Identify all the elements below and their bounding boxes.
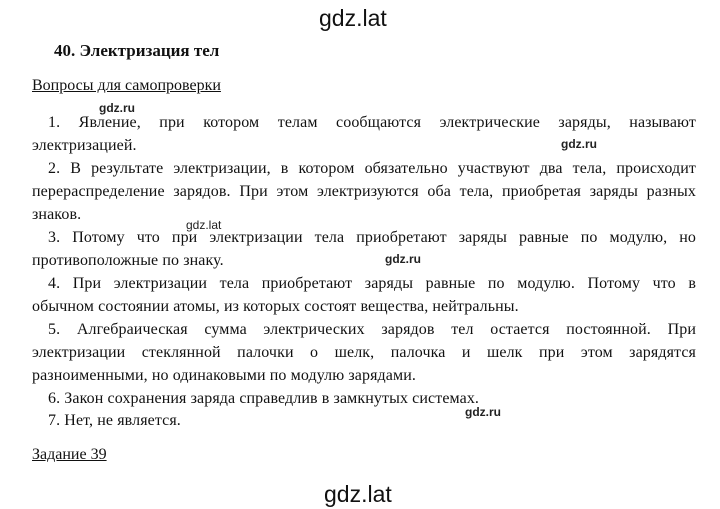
answer-7-line-1: 7. Нет, не является. bbox=[48, 412, 181, 429]
watermark-small: gdz.ru bbox=[99, 101, 135, 115]
answer-4-line-2: обычном состоянии атомы, из которых состоят вещества, нейтральны. bbox=[32, 298, 519, 315]
answer-3-line-2: противоположные по знаку. bbox=[32, 252, 224, 269]
answer-3-line-1: 3. Потому что при электризации тела приобретают заряды равные по модулю, но bbox=[48, 229, 696, 246]
watermark-top: gdz.lat bbox=[319, 5, 387, 31]
watermark-bottom: gdz.lat bbox=[324, 481, 392, 507]
answer-2-line-3: знаков. bbox=[32, 206, 82, 223]
answer-6-line-1: 6. Закон сохранения заряда справедлив в замкнутых системах. bbox=[48, 390, 480, 407]
answer-5-line-1: 5. Алгебраическая сумма электрических зарядов тел остается постоянной. При bbox=[48, 321, 696, 338]
watermark-small: gdz.ru bbox=[561, 137, 597, 151]
footer-heading: Задание 39 bbox=[32, 446, 107, 463]
answer-5-line-2: электризации стеклянной палочки о шелк, палочка и шелк при этом зарядятся bbox=[32, 344, 696, 361]
answer-5-line-3: разноименными, но одинаковыми по модулю зарядами. bbox=[32, 367, 416, 384]
answer-2-line-1: 2. В результате электризации, в котором обязательно участвуют два тела, происходит bbox=[48, 160, 696, 177]
answer-1-line-1: 1. Явление, при котором телам сообщаются электрические заряды, называют bbox=[48, 114, 696, 131]
page-title: 40. Электризация тел bbox=[54, 41, 220, 60]
watermark-small: gdz.lat bbox=[186, 218, 222, 232]
section-heading: Вопросы для самопроверки bbox=[32, 77, 221, 94]
answer-1-line-2: электризацией. bbox=[32, 137, 137, 154]
answer-2-line-2: перераспределение зарядов. При этом электризуются оба тела, приобретая заряды разных bbox=[32, 183, 696, 200]
watermark-small: gdz.ru bbox=[465, 405, 501, 419]
watermark-small: gdz.ru bbox=[385, 252, 421, 266]
answer-4-line-1: 4. При электризации тела приобретают заряды равные по модулю. Потому что в bbox=[48, 275, 696, 292]
